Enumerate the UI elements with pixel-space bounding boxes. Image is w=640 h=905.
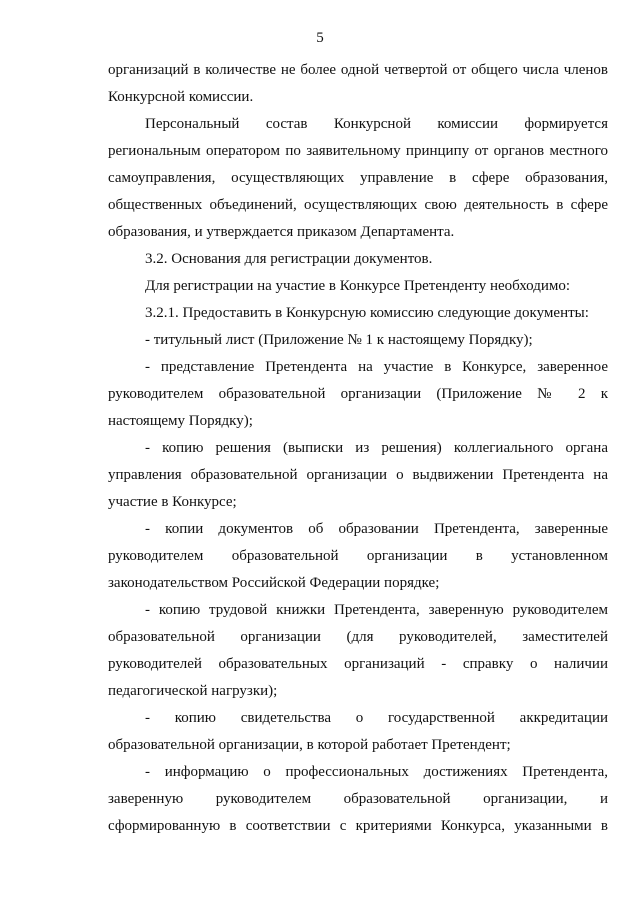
list-item-accreditation: - копию свидетельства о государственной аккредитации образовательной организации, в которой работает Претендент; (108, 710, 608, 753)
paragraph-commission-share: организаций в количестве не более одной четвертой от общего числа членов Конкурсной комиссии. (108, 62, 608, 105)
list-item-nomination: - представление Претендента на участие в Конкурсе, заверенное руководителем образовательной организации (Приложение № 2 к настоящему Порядку); (108, 359, 608, 429)
paragraph-commission-composition: Персональный состав Конкурсной комиссии формируется региональным оператором по заявительному принципу от органов местного самоуправления, осуществляющих управление в сфере образования, общественных объединений, осуществляющих свою деятельность в сфере образования, и утверждается приказом Департамента. (108, 116, 608, 240)
list-item-education-documents: - копии документов об образовании Претендента, заверенные руководителем образовательной организации в установленном законодательством Российской Федерации порядке; (108, 521, 608, 591)
paragraph-registration-requirement: Для регистрации на участие в Конкурсе Претенденту необходимо: (145, 278, 571, 294)
subsection-documents: 3.2.1. Предоставить в Конкурсную комиссию следующие документы: (145, 305, 589, 321)
list-item-board-decision: - копию решения (выписки из решения) коллегиального органа управления образовательной организации о выдвижении Претендента на участие в Конкурсе; (108, 440, 608, 510)
list-item-employment-record: - копию трудовой книжки Претендента, заверенную руководителем образовательной организации (для руководителей, заместителей руководителей образовательных организаций - справку о наличии педагогической нагрузки); (108, 602, 608, 699)
list-item-achievements: - информацию о профессиональных достижениях Претендента, заверенную руководителем образовательной организации, и сформированную в соответствии с критериями Конкурса, указанными в (108, 764, 608, 834)
document-body (108, 57, 608, 840)
section-heading-registration: 3.2. Основания для регистрации документов. (145, 251, 433, 267)
list-item-title-page: - титульный лист (Приложение № 1 к настоящему Порядку); (145, 332, 533, 348)
page-number: 5 (316, 30, 324, 46)
